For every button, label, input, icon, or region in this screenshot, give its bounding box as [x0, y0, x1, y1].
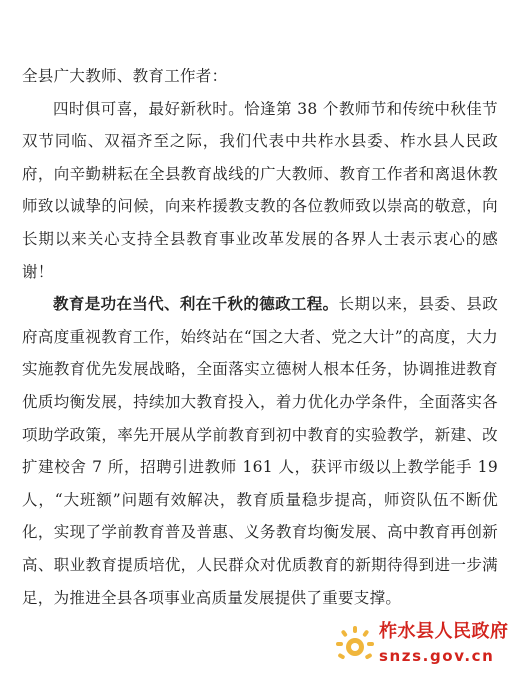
paragraph-achievements [22, 288, 498, 614]
watermark-title: 柞水县人民政府 [379, 621, 509, 642]
watermark [335, 619, 507, 671]
salutation: 全县广大教师、教育工作者： [22, 67, 228, 85]
government-emblem-icon [335, 621, 375, 667]
watermark-url: snzs.gov.cn [379, 647, 495, 665]
paragraph-lead-sentence: 教育是功在当代、利在千秋的德政工程。 [53, 295, 339, 314]
paragraph-body: 长期以来，县委、县政府高度重视教育工作，始终站在“国之大者、党之大计”的高度，大力实施教育优先发展战略，全面落实立德树人根本任务，协调推进教育优质均衡发展，持续加大教育投入，着力优化办学条件，全面落实各项助学政策，率先开展从学前教育到初中教育的实验教学，新建、改扩建校舍 7 所，招聘引进教师 161 人，获评市级以上教学能手 19 人，“大班额”问题有效解决，教育质量稳步提高，师资队伍不断优化，实现了学前教育普及普惠、义务教育均衡发展、高中教育再创新高、职业教育提质培优，人民群众对优质教育的新期待得到进一步满足，为推进全县各项事业高质量发展提供了重要支撑。 [22, 295, 498, 607]
letter-body [22, 60, 498, 614]
paragraph-greeting: 四时俱可喜，最好新秋时。恰逢第 38 个教师节和传统中秋佳节双节同临、双福齐至之际，我们代表中共柞水县委、柞水县人民政府，向辛勤耕耘在全县教育战线的广大教师、教育工作者和离退休教师致以诚挚的问候，向来柞援教支教的各位教师致以崇高的敬意，向长期以来关心支持全县教育事业改革发展的各界人士表示衷心的感谢！ [22, 99, 498, 281]
